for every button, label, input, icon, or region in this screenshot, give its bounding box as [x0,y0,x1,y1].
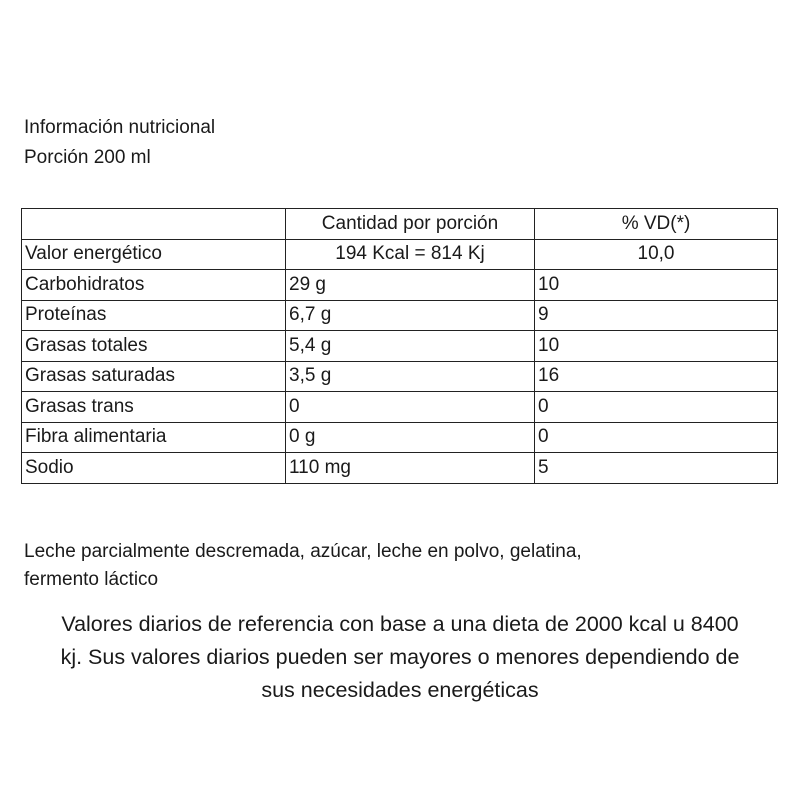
ingredients-text [24,538,764,594]
nutrient-amount: 0 g [286,422,535,453]
nutrient-label: Proteínas [22,300,286,331]
table-row [22,270,778,301]
table-row [22,453,778,484]
nutrient-amount: 0 [286,392,535,423]
nutrient-label: Grasas saturadas [22,361,286,392]
table-row [22,300,778,331]
nutrient-amount: 6,7 g [286,300,535,331]
page-title: Información nutricional [24,117,216,138]
ingredients-line: Leche parcialmente descremada, azúcar, leche en polvo, gelatina, [24,541,582,562]
ingredients-line: fermento láctico [24,569,159,590]
nutrient-amount: 194 Kcal = 814 Kj [286,239,535,270]
column-header-nutrient [22,209,286,240]
nutrient-label: Grasas trans [22,392,286,423]
nutrient-label: Fibra alimentaria [22,422,286,453]
nutrient-vd: 10,0 [535,239,778,270]
nutrient-label: Valor energético [22,239,286,270]
table-row [22,361,778,392]
nutrient-vd: 10 [535,331,778,362]
nutrient-vd: 9 [535,300,778,331]
reference-line: sus necesidades energéticas [261,678,539,702]
portion-size: Porción 200 ml [24,147,151,168]
nutrient-label: Grasas totales [22,331,286,362]
table-row-energy [22,239,778,270]
nutrient-amount: 110 mg [286,453,535,484]
nutrient-vd: 10 [535,270,778,301]
reference-footnote [10,608,790,707]
nutrient-vd: 5 [535,453,778,484]
nutrient-label: Carbohidratos [22,270,286,301]
nutrient-amount: 5,4 g [286,331,535,362]
nutrient-label: Sodio [22,453,286,484]
reference-line: Valores diarios de referencia con base a una dieta de 2000 kcal u 8400 [61,612,739,636]
table-row [22,422,778,453]
nutrition-table [21,208,778,484]
column-header-vd: % VD(*) [535,209,778,240]
nutrient-vd: 0 [535,422,778,453]
table-row [22,392,778,423]
reference-line: kj. Sus valores diarios pueden ser mayores o menores dependiendo de [60,645,740,669]
table-header-row [22,209,778,240]
column-header-amount: Cantidad por porción [286,209,535,240]
nutrient-vd: 16 [535,361,778,392]
table-row [22,331,778,362]
nutrient-amount: 3,5 g [286,361,535,392]
nutrient-amount: 29 g [286,270,535,301]
nutrient-vd: 0 [535,392,778,423]
